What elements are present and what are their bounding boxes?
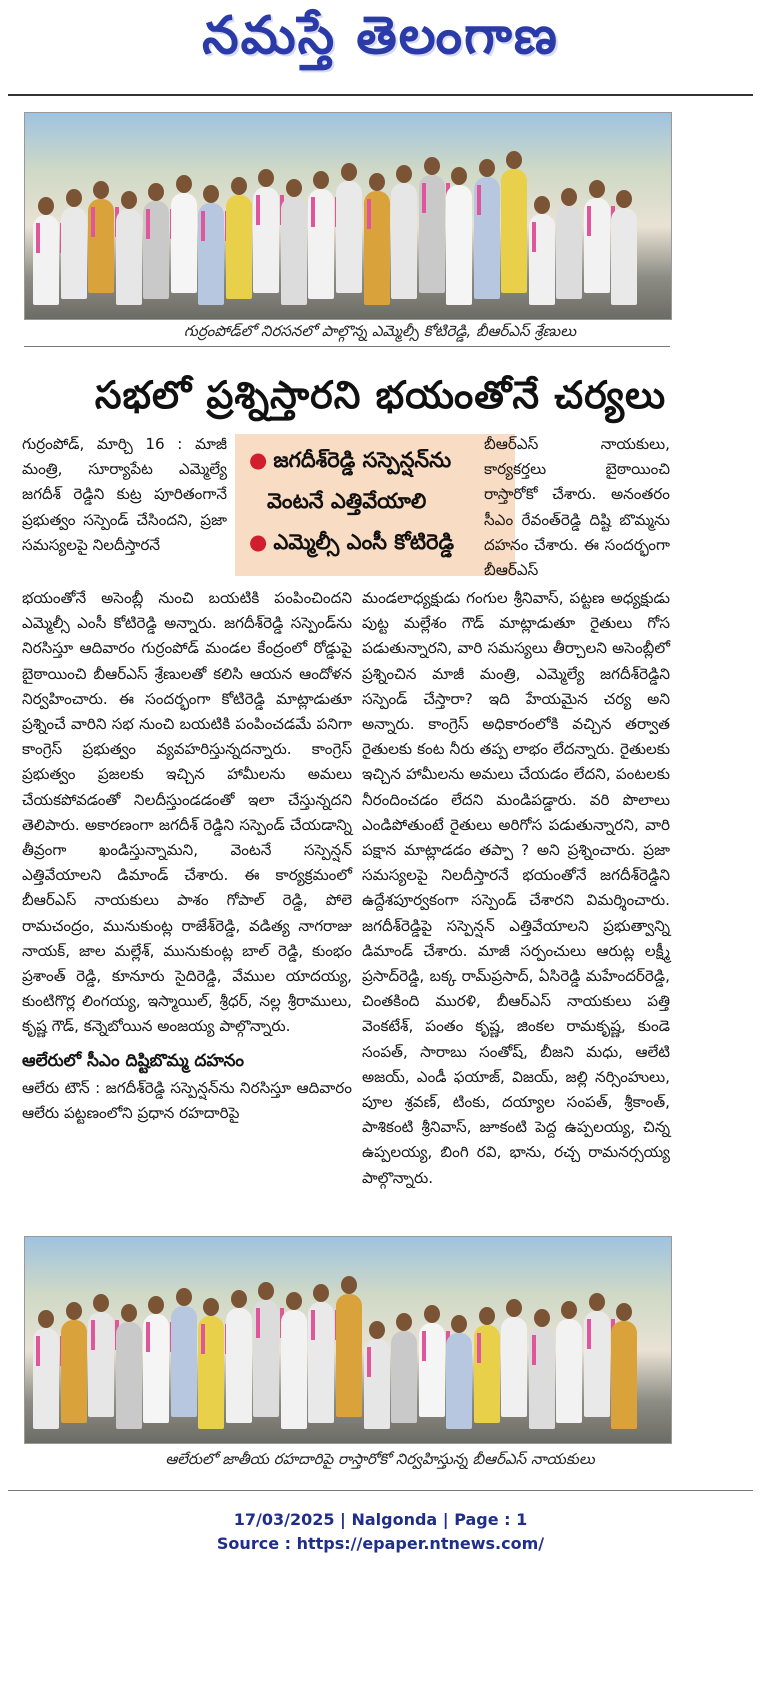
person-figure xyxy=(308,189,334,299)
photo-caption-top: గుర్రంపోడ్‌లో నిరసనలో పాల్గొన్న ఎమ్మెల్సీ కోటిరెడ్డి, బీఆర్‌ఎస్ శ్రేణులు xyxy=(183,322,577,340)
person-figure xyxy=(116,209,142,305)
article-subhead: ఆలేరులో సీఎం దిష్టిబొమ్మ దహనం xyxy=(22,1050,245,1071)
person-figure xyxy=(446,185,472,305)
masthead-divider xyxy=(8,94,753,96)
person-figure xyxy=(33,215,59,305)
article-col-right: మండలాధ్యక్షుడు గంగుల శ్రీనివాస్, పట్టణ అధ్యక్షుడు పుట్ట మల్లేశం గౌడ్ మాట్లాడుతూ రైతులు గోస పడుతున్నారని, వారి సమస్యలు తీర్చాలని అసెంబ్లీలో ప్రశ్నించిన మాజీ మంత్రి, ఎమ్మెల్యే జగదీశ్‌రెడ్డిని సస్పెండ్ చేస్తారా? ఇది హేయమైన చర్య అని అన్నారు. కాంగ్రెస్ అధికారంలోకి వచ్చిన తర్వాత రైతులకు కంట నీరు తప్ప లాభం లేదన్నారు. రైతులకు ఇచ్చిన హామీలను అమలు చేయడం లేదని, పంటలకు నీరందించడం లేదని మండిపడ్డారు. వరి పొలాలు ఎండిపోతుంటే రైతులు అరిగోస పడుతున్నారని, వారి పక్షాన మాట్లాడడం తప్పా ? అని ప్రశ్నించారు. ప్రజా సమస్యలపై నిలదీస్తారనే భయంతోనే జగదీశ్‌రెడ్డిని ఉద్దేశపూర్వకంగా సస్పెండ్ చేశారని విమర్శించారు. జగదీశ్‌రెడ్డిపై సస్పెన్షన్ ఎత్తివేయాలని ప్రభుత్వాన్ని డిమాండ్ చేశారు. మాజీ సర్పంచులు ఆరుట్ల లక్ష్మీ ప్రసాద్‌రెడ్డి, బక్క రామ్‌ప్రసాద్, ఏసిరెడ్డి మహేందర్‌రెడ్డి, చింతకింది మురళి, బీఆర్‌ఎస్ నాయకులు పత్తి వెంకటేశ్, పంతం కృష్ణ, జింకల రామకృష్ణ, కుండె సంపత్, సారాబు సంతోష్, బీజని మధు, ఆలేటి అజయ్, ఎండీ ఫయాజ్, విజయ్, జల్లి నర్సింహులు, పూల శ్రవణ్, టింకు, దయ్యాల సంపత్, శ్రీకాంత్, పాశికంటి శ్రీనివాస్, జూకంటి పెద్ద ఉప్పలయ్య, చిన్న ఉప్పలయ్య, బింగి రవి, భాను, రచ్చ రామనర్సయ్య పాల్గొన్నారు. xyxy=(362,589,670,1187)
person-figure xyxy=(556,206,582,299)
masthead xyxy=(0,0,761,100)
protest-photo-aler xyxy=(24,1236,672,1444)
highlight-line-2: వెంటనే ఎత్తివేయాలి xyxy=(267,489,427,513)
person-figure xyxy=(198,1316,224,1429)
article-body-left: భయంతోనే అసెంబ్లీ నుంచి బయటికి పంపించిందని ఎమ్మెల్సీ ఎంసీ కోటిరెడ్డి అన్నారు. జగదీశ్‌రెడ్డి సస్పెండ్‌ను నిరసిస్తూ ఆదివారం గుర్రంపోడ్ మండల కేంద్రంలో రోడ్డుపై బైఠాయించి బీఆర్‌ఎస్ శ్రేణులతో కలిసి ఆయన ఆందోళన నిర్వహించారు. ఈ సందర్భంగా కోటిరెడ్డి మాట్లాడుతూ ప్రశ్నించే వారిని సభ నుంచి బయటికి పంపించడమే పనిగా కాంగ్రెస్ ప్రభుత్వం వ్యవహరిస్తున్నదన్నారు. కాంగ్రెస్ ప్రభుత్వం ప్రజలకు ఇచ్చిన హామీలను అమలు చేయకపోవడంతో నిలదీస్తుండడంతో ఇలా చేస్తున్నదని తెలిపారు. అకారణంగా జగదీశ్ రెడ్డిని సస్పెండ్ చేయడాన్ని తీవ్రంగా ఖండిస్తున్నామని, వెంటనే సస్పెన్షన్ ఎత్తివేయాలని డిమాండ్ చేశారు. ఈ కార్యక్రమంలో బీఆర్‌ఎస్ నాయకులు పాశం గోపాల్ రెడ్డి, పోలె రామచంద్రం, మునుకుంట్ల రాజేశ్‌రెడ్డి, వడిత్య నాగరాజు నాయక్, జాల మల్లేశ్, మునుకుంట్ల బాల్ రెడ్డి, కుంభం ప్రశాంత్ రెడ్డి, కూనూరు సైదిరెడ్డి, వేముల యాదయ్య, కుంటిగొర్ల లింగయ్య, ఇస్మాయిల్, శ్రీధర్, నల్ల శ్రీరాములు, కృష్ణ గౌడ్, కన్నెబోయిన అంజయ్య పాల్గొన్నారు. xyxy=(22,589,352,1036)
person-figure xyxy=(584,1311,610,1417)
highlight-box xyxy=(235,434,515,576)
person-figure xyxy=(171,193,197,293)
person-figure xyxy=(391,1331,417,1423)
person-figure xyxy=(584,198,610,293)
footer-source-line: Source : https://epaper.ntnews.com/ xyxy=(216,1534,545,1553)
person-figure xyxy=(253,187,279,293)
person-figure xyxy=(88,199,114,293)
person-figure xyxy=(529,214,555,305)
person-figure xyxy=(364,1339,390,1429)
person-figure xyxy=(336,1294,362,1417)
person-figure xyxy=(281,1310,307,1429)
article-body-left-sub: ఆలేరు టౌన్ : జగదీశ్‌రెడ్డి సస్పెన్షన్‌ను నిరసిస్తూ ఆదివారం ఆలేరు పట్టణంలోని ప్రధాన రహదారిపై xyxy=(22,1078,352,1122)
bullet-icon: ● xyxy=(249,530,268,554)
person-figure xyxy=(61,207,87,299)
person-figure xyxy=(88,1312,114,1417)
bullet-icon: ● xyxy=(249,448,268,472)
person-figure xyxy=(529,1327,555,1429)
person-figure xyxy=(391,183,417,299)
person-figure xyxy=(143,201,169,299)
person-figure xyxy=(308,1302,334,1423)
person-figure xyxy=(474,1325,500,1423)
person-figure xyxy=(364,191,390,305)
photo-caption-bottom: ఆలేరులో జాతీయ రహదారిపై రాస్తారోకో నిర్వహిస్తున్న బీఆర్‌ఎస్ నాయకులు xyxy=(165,1450,595,1468)
person-figure xyxy=(33,1328,59,1429)
person-figure xyxy=(474,177,500,299)
article-col-left xyxy=(22,586,352,1126)
caption-divider xyxy=(24,346,670,347)
highlight-line-1: ● జగదీశ్‌రెడ్డి సస్పెన్షన్‌ను xyxy=(249,448,452,472)
highlight-line-3: ● ఎమ్మెల్సీ ఎంసీ కోటిరెడ్డి xyxy=(249,530,455,554)
person-figure xyxy=(281,197,307,305)
protest-photo-gurrampode xyxy=(24,112,672,320)
person-figure xyxy=(336,181,362,293)
person-figure xyxy=(198,203,224,305)
person-figure xyxy=(143,1314,169,1423)
person-figure xyxy=(61,1320,87,1423)
person-figure xyxy=(253,1300,279,1417)
person-figure xyxy=(171,1306,197,1417)
person-figure xyxy=(419,175,445,293)
article-col-left-top: గుర్రంపోడ్, మార్చి 16 : మాజీ మంత్రి, సూర్యాపేట ఎమ్మెల్యే జగదీశ్ రెడ్డిని కుట్ర పూరితంగానే ప్రభుత్వం సస్పెండ్ చేసిందని, ప్రజా సమస్యలపై నిలదీస్తారనే xyxy=(22,435,227,554)
article-headline: సభలో ప్రశ్నిస్తారని భయంతోనే చర్యలు xyxy=(94,373,667,417)
person-figure xyxy=(556,1319,582,1423)
person-figure xyxy=(501,1317,527,1417)
person-figure xyxy=(611,208,637,305)
footer-date-line: 17/03/2025 | Nalgonda | Page : 1 xyxy=(233,1510,528,1529)
person-figure xyxy=(501,169,527,293)
person-figure xyxy=(226,195,252,299)
person-figure xyxy=(446,1333,472,1429)
person-figure xyxy=(611,1321,637,1429)
person-figure xyxy=(116,1322,142,1429)
person-figure xyxy=(226,1308,252,1423)
newspaper-logo: నమస్తే తెలంగాణ xyxy=(202,6,559,66)
footer-divider xyxy=(8,1490,753,1491)
person-figure xyxy=(419,1323,445,1417)
article-col-right-top: బీఆర్‌ఎస్ నాయకులు, కార్యకర్తలు బైఠాయించి రాస్తారోకో చేశారు. అనంతరం సీఎం రేవంత్‌రెడ్డి దిష్టి బొమ్మను దహనం చేశారు. ఈ సందర్భంగా బీఆర్‌ఎస్ xyxy=(484,435,670,580)
